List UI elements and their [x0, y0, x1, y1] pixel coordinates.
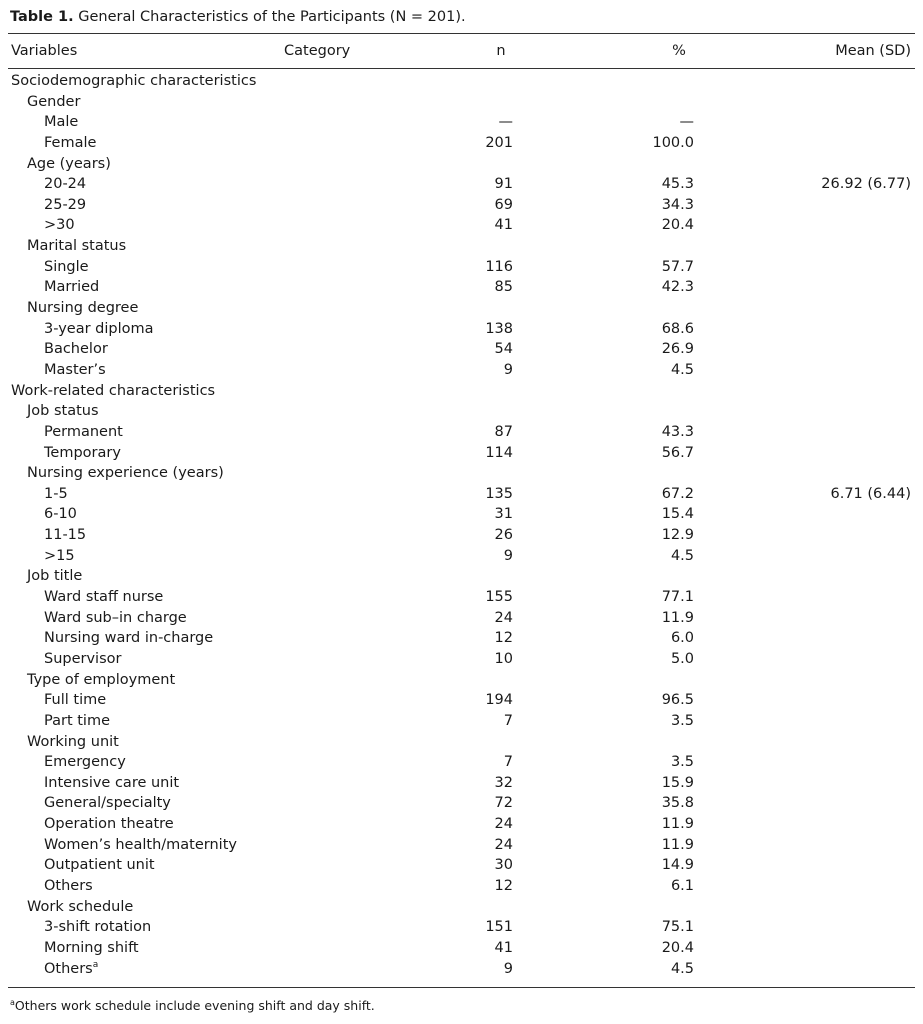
- table-row: [0, 195, 923, 216]
- row-label-text: Full time: [44, 692, 107, 709]
- row-label: [27, 401, 99, 422]
- header-mean-sd: Mean (SD): [835, 43, 911, 59]
- cell-n: 30: [494, 857, 513, 874]
- row-label: [44, 793, 171, 814]
- caption-text: General Characteristics of the Participants (N = 201).: [78, 9, 466, 25]
- row-label-text: Job title: [27, 568, 83, 585]
- table-row: [0, 504, 923, 525]
- table-row: [0, 319, 923, 340]
- table-row: [0, 793, 923, 814]
- group-row: [0, 401, 923, 422]
- header-variables: Variables: [11, 43, 78, 59]
- cell-percent: 11.9: [661, 836, 694, 853]
- row-label-text: Marital status: [27, 238, 127, 255]
- cell-percent: 4.5: [670, 960, 694, 977]
- cell-percent: 68.6: [661, 320, 694, 337]
- table-row: [0, 277, 923, 298]
- table-row: [0, 215, 923, 236]
- row-label: [44, 319, 154, 340]
- row-label: [44, 959, 98, 980]
- table-row: [0, 876, 923, 897]
- row-label-text: >30: [44, 217, 75, 234]
- cell-n: 85: [494, 279, 513, 296]
- table-row: [0, 525, 923, 546]
- cell-n: 155: [485, 589, 513, 606]
- row-label: [44, 649, 121, 670]
- cell-percent: 56.7: [661, 444, 694, 461]
- row-label: [27, 670, 175, 691]
- cell-percent: 15.9: [661, 774, 694, 791]
- row-label: [11, 381, 215, 402]
- cell-percent: 67.2: [661, 485, 694, 502]
- footnote-marker: a: [92, 959, 99, 970]
- cell-percent: 57.7: [661, 258, 694, 275]
- group-row: [0, 670, 923, 691]
- cell-percent: 15.4: [661, 506, 694, 523]
- cell-percent: —: [679, 114, 694, 131]
- cell-percent: 75.1: [661, 919, 694, 936]
- table-row: [0, 835, 923, 856]
- cell-percent: 42.3: [661, 279, 694, 296]
- group-row: [0, 732, 923, 753]
- row-label-text: General/specialty: [44, 795, 171, 812]
- row-label: [44, 257, 89, 278]
- table-row: [0, 752, 923, 773]
- cell-n: 12: [494, 630, 513, 647]
- row-label-text: 3-shift rotation: [44, 919, 152, 936]
- table-row: [0, 773, 923, 794]
- cell-percent: 4.5: [670, 361, 694, 378]
- cell-n: 201: [485, 134, 513, 151]
- cell-n: 72: [494, 795, 513, 812]
- cell-n: 10: [494, 650, 513, 667]
- row-label: [44, 174, 86, 195]
- row-label-text: Others: [44, 877, 93, 894]
- row-label: [44, 587, 163, 608]
- row-label-text: Female: [44, 134, 97, 151]
- row-label: [11, 71, 256, 92]
- cell-n: 91: [494, 176, 513, 193]
- row-label-text: Outpatient unit: [44, 857, 155, 874]
- cell-percent: 4.5: [670, 547, 694, 564]
- row-label-text: Temporary: [44, 444, 121, 461]
- row-label: [44, 112, 78, 133]
- row-label: [44, 917, 151, 938]
- cell-percent: 5.0: [670, 650, 694, 667]
- table-row: [0, 112, 923, 133]
- table-row: [0, 587, 923, 608]
- cell-n: 26: [494, 527, 513, 544]
- table-row: [0, 484, 923, 505]
- row-label: [44, 504, 77, 525]
- row-label: [27, 566, 82, 587]
- cell-n: 24: [494, 816, 513, 833]
- cell-n: 31: [494, 506, 513, 523]
- cell-n: 12: [494, 877, 513, 894]
- row-label-text: 25-29: [44, 196, 87, 213]
- row-label-text: 1-5: [44, 485, 68, 502]
- row-label-text: Master’s: [44, 361, 106, 378]
- header-percent: %: [672, 43, 686, 59]
- row-label-text: 6-10: [44, 506, 77, 523]
- row-label: [44, 339, 108, 360]
- cell-n: 7: [503, 712, 513, 729]
- row-label-text: Others: [44, 960, 93, 977]
- row-label-text: Supervisor: [44, 650, 122, 667]
- row-label-text: Sociodemographic characteristics: [11, 73, 257, 89]
- row-label: [44, 855, 155, 876]
- cell-percent: 11.9: [661, 816, 694, 833]
- cell-n: 138: [485, 320, 513, 337]
- table-row: [0, 174, 923, 195]
- row-label: [44, 814, 174, 835]
- cell-n: 194: [485, 692, 513, 709]
- row-label: [44, 277, 99, 298]
- table-row: [0, 814, 923, 835]
- cell-percent: 3.5: [670, 754, 694, 771]
- cell-percent: 26.9: [661, 341, 694, 358]
- row-label: [44, 773, 179, 794]
- table-body: [0, 71, 923, 979]
- cell-percent: 20.4: [661, 217, 694, 234]
- row-label-text: Work schedule: [27, 898, 134, 915]
- row-label-text: Single: [44, 258, 89, 275]
- table-caption: [10, 7, 466, 27]
- row-label: [44, 360, 106, 381]
- row-label-text: Nursing degree: [27, 300, 139, 317]
- row-label: [44, 195, 86, 216]
- cell-percent: 12.9: [661, 527, 694, 544]
- cell-n: 9: [503, 960, 513, 977]
- group-row: [0, 154, 923, 175]
- group-row: [0, 92, 923, 113]
- cell-percent: 45.3: [661, 176, 694, 193]
- cell-percent: 96.5: [661, 692, 694, 709]
- row-label: [44, 215, 75, 236]
- cell-percent: 34.3: [661, 196, 694, 213]
- cell-percent: 14.9: [661, 857, 694, 874]
- row-label-text: Bachelor: [44, 341, 108, 358]
- cell-percent: 100.0: [652, 134, 694, 151]
- top-rule: [8, 33, 915, 34]
- cell-n: 9: [503, 547, 513, 564]
- cell-n: 41: [494, 217, 513, 234]
- table-row: [0, 360, 923, 381]
- header-n: n: [496, 43, 506, 59]
- table-row: [0, 855, 923, 876]
- row-label: [27, 298, 138, 319]
- cell-percent: 43.3: [661, 423, 694, 440]
- cell-n: 24: [494, 609, 513, 626]
- row-label: [44, 422, 123, 443]
- table-row: [0, 917, 923, 938]
- row-label: [44, 938, 139, 959]
- row-label-text: Work-related characteristics: [11, 382, 216, 399]
- group-row: [0, 566, 923, 587]
- row-label: [44, 525, 86, 546]
- cell-percent: 11.9: [661, 609, 694, 626]
- row-label: [27, 236, 126, 257]
- cell-n: 151: [485, 919, 513, 936]
- table-row: [0, 608, 923, 629]
- row-label: [44, 835, 237, 856]
- cell-n: 114: [485, 444, 513, 461]
- table-row: [0, 257, 923, 278]
- table-row: [0, 546, 923, 567]
- row-label-text: Working unit: [27, 733, 119, 750]
- table-row: [0, 649, 923, 670]
- cell-mean-sd: 26.92 (6.77): [821, 176, 911, 193]
- row-label: [27, 463, 224, 484]
- cell-mean-sd: 6.71 (6.44): [830, 485, 911, 502]
- cell-n: 135: [485, 485, 513, 502]
- group-row: [0, 463, 923, 484]
- row-label-text: Operation theatre: [44, 816, 174, 833]
- cell-n: —: [498, 114, 513, 131]
- cell-n: 24: [494, 836, 513, 853]
- cell-n: 41: [494, 939, 513, 956]
- table-row: [0, 339, 923, 360]
- row-label-text: Ward sub–in charge: [44, 609, 187, 626]
- footnote-marker: a: [10, 997, 15, 1007]
- row-label: [44, 711, 110, 732]
- row-label: [44, 546, 75, 567]
- row-label: [44, 628, 213, 649]
- group-row: [0, 236, 923, 257]
- row-label: [27, 154, 111, 175]
- header-rule: [8, 68, 915, 69]
- group-row: [0, 298, 923, 319]
- table-row: [0, 443, 923, 464]
- row-label-text: Women’s health/maternity: [44, 836, 237, 853]
- row-label: [44, 484, 68, 505]
- row-label-text: Type of employment: [27, 671, 176, 688]
- caption-label: Table 1.: [10, 9, 74, 25]
- group-row: [0, 897, 923, 918]
- table-row: [0, 938, 923, 959]
- row-label-text: 20-24: [44, 176, 87, 193]
- cell-n: 54: [494, 341, 513, 358]
- row-label: [44, 690, 106, 711]
- table-row: [0, 133, 923, 154]
- cell-n: 9: [503, 361, 513, 378]
- cell-n: 87: [494, 423, 513, 440]
- row-label: [27, 732, 119, 753]
- row-label-text: Morning shift: [44, 939, 139, 956]
- row-label-text: Part time: [44, 712, 110, 729]
- table-footnote: [10, 998, 375, 1014]
- section-row: [0, 381, 923, 402]
- row-label-text: 11-15: [44, 527, 87, 544]
- bottom-rule: [8, 987, 915, 988]
- row-label: [44, 608, 187, 629]
- row-label-text: Intensive care unit: [44, 774, 180, 791]
- row-label-text: Married: [44, 279, 100, 296]
- table-row: [0, 711, 923, 732]
- table-row: [0, 959, 923, 980]
- table-row: [0, 628, 923, 649]
- row-label: [44, 443, 121, 464]
- row-label-text: Male: [44, 114, 79, 131]
- row-label: [44, 876, 93, 897]
- cell-n: 116: [485, 258, 513, 275]
- header-category: Category: [284, 43, 351, 59]
- row-label-text: Gender: [27, 93, 81, 110]
- row-label-text: >15: [44, 547, 75, 564]
- row-label: [27, 897, 133, 918]
- cell-percent: 6.0: [670, 630, 694, 647]
- row-label-text: Nursing ward in-charge: [44, 630, 214, 647]
- cell-percent: 77.1: [661, 589, 694, 606]
- table-row: [0, 690, 923, 711]
- cell-percent: 3.5: [670, 712, 694, 729]
- cell-percent: 20.4: [661, 939, 694, 956]
- row-label: [44, 752, 126, 773]
- row-label: [44, 133, 96, 154]
- row-label-text: Nursing experience (years): [27, 465, 224, 482]
- cell-percent: 35.8: [661, 795, 694, 812]
- row-label-text: Age (years): [27, 155, 111, 172]
- cell-n: 7: [503, 754, 513, 771]
- table-row: [0, 422, 923, 443]
- row-label: [27, 92, 80, 113]
- cell-percent: 6.1: [670, 877, 694, 894]
- row-label-text: 3-year diploma: [44, 320, 154, 337]
- row-label-text: Job status: [27, 403, 99, 420]
- row-label-text: Ward staff nurse: [44, 589, 164, 606]
- cell-n: 32: [494, 774, 513, 791]
- cell-n: 69: [494, 196, 513, 213]
- footnote-text: Others work schedule include evening shift and day shift.: [14, 998, 375, 1013]
- row-label-text: Permanent: [44, 423, 123, 440]
- row-label-text: Emergency: [44, 754, 126, 771]
- section-row: [0, 71, 923, 92]
